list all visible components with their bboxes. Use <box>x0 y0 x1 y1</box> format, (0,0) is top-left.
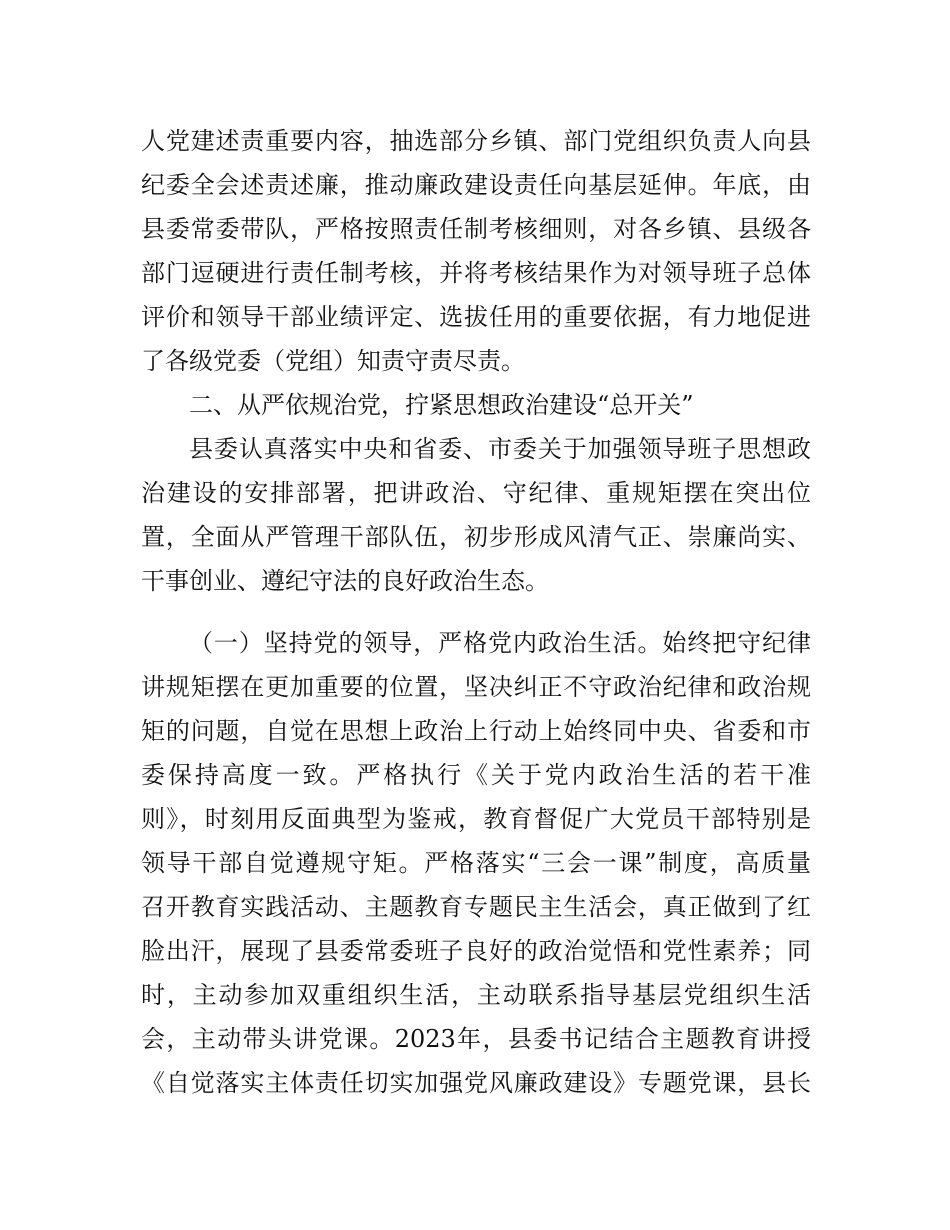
paragraph-line: 脸出汗，展现了县委常委班子良好的政治觉悟和党性素养；同 <box>141 937 811 965</box>
paragraph-line: 县委认真落实中央和省委、市委关于加强领导班子思想政 <box>189 435 811 463</box>
paragraph-line: 委保持高度一致。严格执行《关于党内政治生活的若干准 <box>141 761 811 789</box>
paragraph-line: 讲规矩摆在更加重要的位置，坚决纠正不守政治纪律和政治规 <box>141 673 811 701</box>
paragraph-line: 召开教育实践活动、主题教育专题民主生活会，真正做到了红 <box>141 893 811 921</box>
paragraph-line: 了各级党委（党组）知责守责尽责。 <box>141 347 525 375</box>
paragraph-line: 评价和领导干部业绩评定、选拔任用的重要依据，有力地促进 <box>141 303 811 331</box>
paragraph-line: 矩的问题，自觉在思想上政治上行动上始终同中央、省委和市 <box>141 717 811 745</box>
section-heading: 二、从严依规治党，拧紧思想政治建设“总开关” <box>189 391 694 419</box>
paragraph-line: 时，主动参加双重组织生活，主动联系指导基层党组织生活 <box>141 981 811 1009</box>
paragraph-line: 干事创业、遵纪守法的良好政治生态。 <box>141 567 549 595</box>
paragraph-line: 县委常委带队，严格按照责任制考核细则，对各乡镇、县级各 <box>141 215 811 243</box>
paragraph-line: 《自觉落实主体责任切实加强党风廉政建设》专题党课，县长 <box>141 1069 811 1097</box>
paragraph-line: 纪委全会述责述廉，推动廉政建设责任向基层延伸。年底，由 <box>141 171 811 199</box>
paragraph-line: 部门逗硬进行责任制考核，并将考核结果作为对领导班子总体 <box>141 259 811 287</box>
paragraph-line: 领导干部自觉遵规守矩。严格落实“三会一课”制度，高质量 <box>141 849 811 877</box>
paragraph-line: 则》，时刻用反面典型为鉴戒，教育督促广大党员干部特别是 <box>141 805 811 833</box>
paragraph-line: 会，主动带头讲党课。2023年，县委书记结合主题教育讲授 <box>141 1025 811 1053</box>
paragraph-line: 人党建述责重要内容，抽选部分乡镇、部门党组织负责人向县 <box>141 127 811 155</box>
subsection-line: （一）坚持党的领导，严格党内政治生活。始终把守纪律 <box>189 629 811 657</box>
paragraph-line: 治建设的安排部署，把讲政治、守纪律、重规矩摆在突出位 <box>141 479 811 507</box>
paragraph-line: 置，全面从严管理干部队伍，初步形成风清气正、崇廉尚实、 <box>141 523 811 551</box>
